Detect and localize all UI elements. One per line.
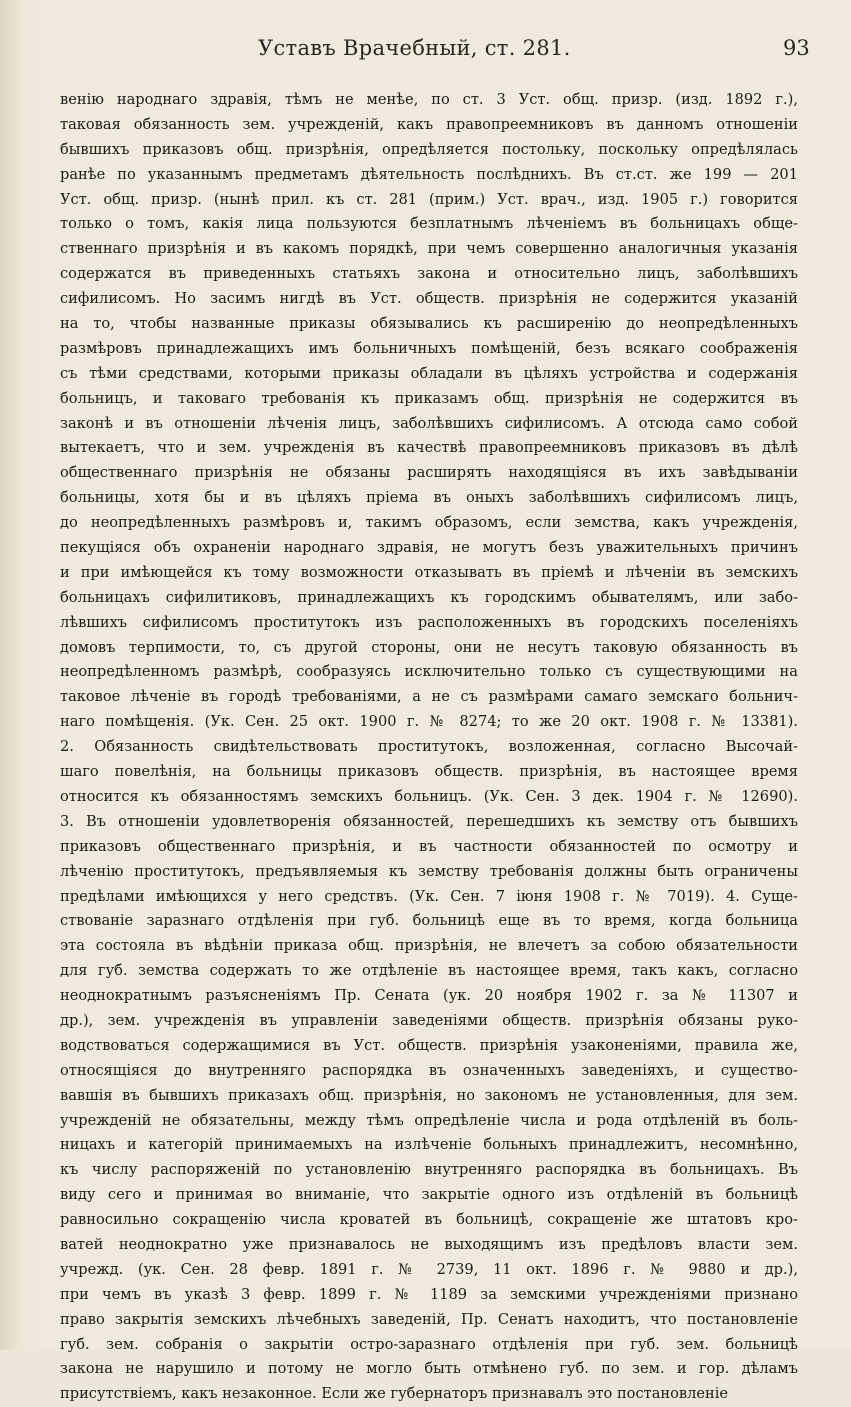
text-line: вавшія въ бывшихъ приказахъ общ. призрѣнія, но закономъ не установленныя, для зем. bbox=[60, 1086, 798, 1104]
running-title: Уставъ Врачебный, ст. 281. bbox=[258, 36, 571, 60]
text-line: къ числу распоряженій по установленію внутренняго распорядка въ больницахъ. Въ bbox=[60, 1161, 798, 1179]
text-line: губ. зем. собранія о закрытіи остро-заразнаго отдѣленія при губ. зем. больницѣ bbox=[60, 1335, 798, 1353]
text-line: равносильно сокращенію числа кроватей въ больницѣ, сокращеніе же штатовъ кро- bbox=[60, 1211, 798, 1229]
text-line: домовъ терпимости, то, съ другой стороны, они не несутъ таковую обязанность въ bbox=[60, 638, 798, 656]
text-line: шаго повелѣнія, на больницы приказовъ обществ. призрѣнія, въ настоящее время bbox=[60, 763, 798, 781]
text-line: неопредѣленномъ размѣрѣ, сообразуясь исключительно только съ существующими на bbox=[60, 663, 798, 681]
text-line: больницы, хотя бы и въ цѣляхъ пріема въ оныхъ заболѣвшихъ сифилисомъ лицъ, bbox=[60, 489, 798, 507]
text-line: учрежд. (ук. Сен. 28 февр. 1891 г. № 2739, 11 окт. 1896 г. № 9880 и др.), bbox=[60, 1260, 798, 1278]
text-line: бывшихъ приказовъ общ. призрѣнія, опредѣляется постольку, поскольку опредѣлялась bbox=[60, 140, 798, 158]
text-line: при чемъ въ указѣ 3 февр. 1899 г. № 1189 за земскими учрежденіями признано bbox=[60, 1285, 798, 1303]
text-line: больницахъ сифилитиковъ, принадлежащихъ къ городскимъ обывателямъ, или забо- bbox=[60, 588, 798, 606]
text-line: учрежденій не обязательны, между тѣмъ опредѣленіе числа и рода отдѣленій въ боль- bbox=[60, 1111, 798, 1129]
text-line: ницахъ и категорій принимаемыхъ на излѣченіе больныхъ принадлежитъ, несомнѣнно, bbox=[60, 1136, 798, 1154]
text-line: наго помѣщенія. (Ук. Сен. 25 окт. 1900 г. № 8274; то же 20 окт. 1908 г. № 13381). bbox=[60, 713, 798, 731]
text-line: размѣровъ принадлежащихъ имъ больничныхъ помѣщеній, безъ всякаго соображенія bbox=[60, 339, 798, 357]
text-line: ранѣе по указаннымъ предметамъ дѣятельность послѣднихъ. Въ ст.ст. же 199 — 201 bbox=[60, 165, 798, 183]
text-line: вытекаетъ, что и зем. учрежденія въ качествѣ правопреемниковъ приказовъ въ дѣлѣ bbox=[60, 439, 798, 457]
text-line: др.), зем. учрежденія въ управленіи заведеніями обществ. призрѣнія обязаны руко- bbox=[60, 1011, 798, 1029]
text-line: неоднократнымъ разъясненіямъ Пр. Сената (ук. 20 ноября 1902 г. за № 11307 и bbox=[60, 987, 798, 1005]
text-line: ватей неоднократно уже признавалось не выходящимъ изъ предѣловъ власти зем. bbox=[60, 1235, 798, 1253]
text-line: таковая обязанность зем. учрежденій, какъ правопреемниковъ въ данномъ отношеніи bbox=[60, 115, 798, 133]
text-line: съ тѣми средствами, которыми приказы обладали въ цѣляхъ устройства и содержанія bbox=[60, 364, 798, 382]
text-line: право закрытія земскихъ лѣчебныхъ заведеній, Пр. Сенатъ находитъ, что постановленіе bbox=[60, 1310, 798, 1328]
text-line: венію народнаго здравія, тѣмъ не менѣе, по ст. 3 Уст. общ. призр. (изд. 1892 г.), bbox=[60, 91, 798, 108]
text-line: больницъ, и таковаго требованія къ приказамъ общ. призрѣнія не содержится въ bbox=[60, 389, 798, 407]
text-line: ственнаго призрѣнія и въ какомъ порядкѣ, при чемъ совершенно аналогичныя указанія bbox=[60, 240, 798, 258]
text-line: приказовъ общественнаго призрѣнія, и въ частности обязанностей по осмотру и bbox=[60, 837, 798, 855]
text-line: и при имѣющейся къ тому возможности отказывать въ пріемѣ и лѣченіи въ земскихъ bbox=[60, 563, 798, 581]
text-line: водствоваться содержащимися въ Уст. обществ. призрѣнія узаконеніями, правила же, bbox=[60, 1036, 798, 1054]
text-line: предѣлами имѣющихся у него средствъ. (Ук. Сен. 7 іюня 1908 г. № 7019). 4. Суще- bbox=[60, 887, 798, 905]
text-line: на то, чтобы названные приказы обязывались къ расширенію до неопредѣленныхъ bbox=[60, 315, 798, 333]
page-number: 93 bbox=[783, 36, 810, 60]
text-line: относится къ обязанностямъ земскихъ больницъ. (Ук. Сен. 3 дек. 1904 г. № 12690). bbox=[60, 787, 798, 805]
text-line: только о томъ, какія лица пользуются безплатнымъ лѣченіемъ въ больницахъ обще- bbox=[60, 215, 798, 233]
text-line: законѣ и въ отношеніи лѣченія лицъ, заболѣвшихъ сифилисомъ. А отсюда само собой bbox=[60, 414, 798, 432]
text-line: присутствіемъ, какъ незаконное. Если же губернаторъ признавалъ это постановленіе bbox=[60, 1385, 729, 1403]
page-header bbox=[0, 30, 851, 70]
text-line: для губ. земства содержать то же отдѣленіе въ настоящее время, такъ какъ, согласно bbox=[60, 962, 798, 980]
text-line: общественнаго призрѣнія не обязаны расширять находящіяся въ ихъ завѣдываніи bbox=[60, 464, 798, 482]
text-line: сифилисомъ. Но засимъ нигдѣ въ Уст. обществ. призрѣнія не содержится указаній bbox=[60, 290, 798, 308]
text-line: эта состояла въ вѣдѣніи приказа общ. призрѣнія, не влечетъ за собою обязательности bbox=[60, 937, 798, 955]
text-line: 2. Обязанность свидѣтельствовать проститутокъ, возложенная, согласно Высочай- bbox=[60, 738, 798, 756]
text-line: виду сего и принимая во вниманіе, что закрытіе одного изъ отдѣленій въ больницѣ bbox=[60, 1186, 798, 1204]
text-line: Уст. общ. призр. (нынѣ прил. къ ст. 281 (прим.) Уст. врач., изд. 1905 г.) говорится bbox=[60, 190, 798, 208]
text-line: ствованіе заразнаго отдѣленія при губ. больницѣ еще въ то время, когда больница bbox=[60, 912, 798, 930]
body-text bbox=[60, 88, 798, 1407]
text-line: таковое лѣченіе въ городѣ требованіями, а не съ размѣрами самаго земскаго больнич- bbox=[60, 688, 798, 706]
text-line: пекущіяся объ охраненіи народнаго здравія, не могутъ безъ уважительныхъ причинъ bbox=[60, 539, 798, 557]
text-line: до неопредѣленныхъ размѣровъ и, такимъ образомъ, если земства, какъ учрежденія, bbox=[60, 514, 798, 532]
text-line: лѣвшихъ сифилисомъ проститутокъ изъ расположенныхъ въ городскихъ поселеніяхъ bbox=[60, 613, 798, 631]
text-line: лѣченію проститутокъ, предъявляемыя къ земству требованія должны быть ограничены bbox=[60, 862, 798, 880]
text-line: содержатся въ приведенныхъ статьяхъ закона и относительно лицъ, заболѣвшихъ bbox=[60, 265, 798, 283]
text-line: 3. Въ отношеніи удовлетворенія обязанностей, перешедшихъ къ земству отъ бывшихъ bbox=[60, 812, 798, 830]
text-line: закона не нарушило и потому не могло быть отмѣнено губ. по зем. и гор. дѣламъ bbox=[60, 1360, 798, 1378]
text-line: относящіяся до внутренняго распорядка въ означенныхъ заведеніяхъ, и существо- bbox=[60, 1061, 798, 1079]
